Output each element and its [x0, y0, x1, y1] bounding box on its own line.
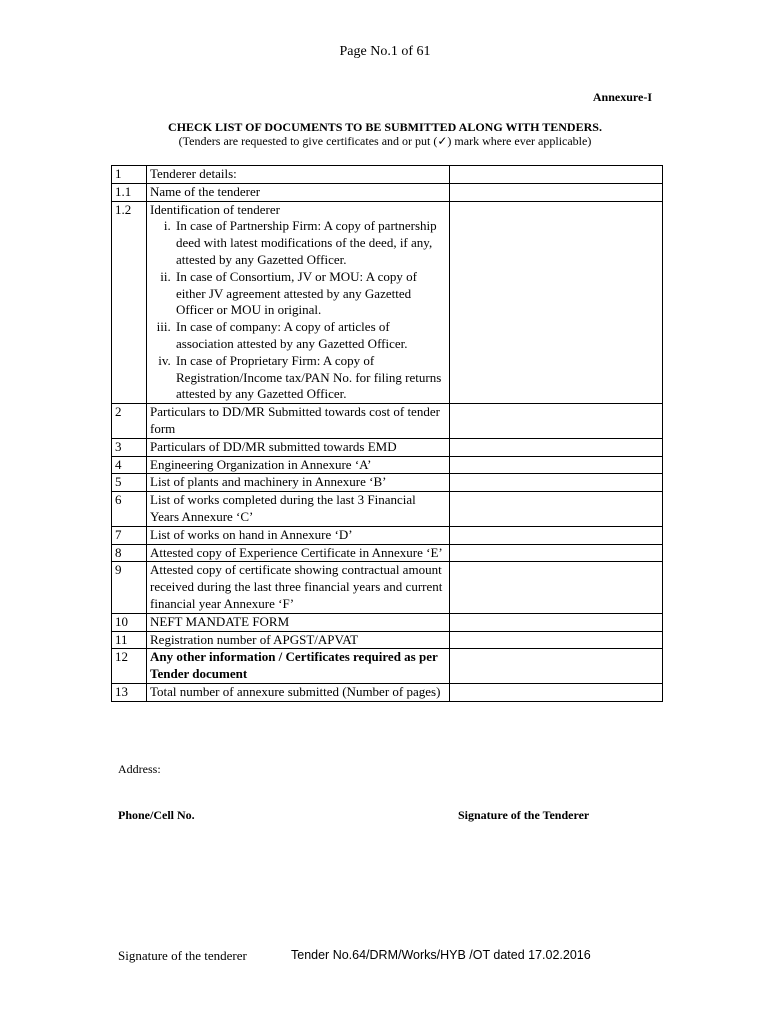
row-number: 13: [112, 683, 147, 701]
table-row: [112, 683, 663, 701]
sublist-item: iii. In case of company: A copy of articles of association attested by any Gazetted Officer.: [174, 319, 446, 353]
table-row: [112, 404, 663, 439]
row-description: List of works on hand in Annexure ‘D’: [147, 526, 450, 544]
address-label: Address:: [118, 762, 161, 776]
row-description: [147, 201, 450, 404]
row-description: List of works completed during the last 3 Financial Years Annexure ‘C’: [147, 492, 450, 527]
row-number: 6: [112, 492, 147, 527]
row-mark-cell[interactable]: [450, 183, 663, 201]
row-description: Total number of annexure submitted (Number of pages): [147, 683, 450, 701]
row-mark-cell[interactable]: [450, 474, 663, 492]
table-row: [112, 526, 663, 544]
table-row: [112, 492, 663, 527]
footer-signature: Signature of the tenderer: [118, 948, 247, 963]
row-description: List of plants and machinery in Annexure ‘B’: [147, 474, 450, 492]
row-number: 11: [112, 631, 147, 649]
row-mark-cell[interactable]: [450, 562, 663, 613]
row-mark-cell[interactable]: [450, 631, 663, 649]
row-description: Particulars to DD/MR Submitted towards cost of tender form: [147, 404, 450, 439]
row-mark-cell[interactable]: [450, 438, 663, 456]
row-number: 7: [112, 526, 147, 544]
table-row: [112, 631, 663, 649]
table-row: [112, 456, 663, 474]
row-number: 1.2: [112, 201, 147, 404]
row-description: Registration number of APGST/APVAT: [147, 631, 450, 649]
annexure-label: Annexure-I: [592, 90, 652, 104]
row-mark-cell[interactable]: [450, 649, 663, 684]
row-mark-cell[interactable]: [450, 544, 663, 562]
row-number: 3: [112, 438, 147, 456]
sublist-item: ii. In case of Consortium, JV or MOU: A copy of either JV agreement attested by any Gazetted Officer or MOU in original.: [174, 269, 446, 319]
row-description-text: Identification of tenderer: [150, 201, 280, 217]
row-mark-cell[interactable]: [450, 492, 663, 527]
row-description: Name of the tenderer: [147, 183, 450, 201]
table-row: [112, 474, 663, 492]
row-number: 12: [112, 649, 147, 684]
table-row: [112, 201, 663, 404]
table-row: [112, 166, 663, 184]
row-number: 5: [112, 474, 147, 492]
table-row: [112, 544, 663, 562]
identification-sublist: [150, 218, 446, 403]
row-description: NEFT MANDATE FORM: [147, 613, 450, 631]
sublist-item: iv. In case of Proprietary Firm: A copy of Registration/Income tax/PAN No. for filing returns attested by any Gazetted Officer.: [174, 353, 446, 403]
row-number: 4: [112, 456, 147, 474]
row-mark-cell[interactable]: [450, 456, 663, 474]
table-row: [112, 438, 663, 456]
row-description: Attested copy of Experience Certificate in Annexure ‘E’: [147, 544, 450, 562]
checklist-table: [111, 165, 663, 702]
row-mark-cell[interactable]: [450, 613, 663, 631]
table-row: [112, 613, 663, 631]
row-number: 1.1: [112, 183, 147, 201]
footer-tender-number: Tender No.64/DRM/Works/HYB /OT dated 17.02.2016: [291, 948, 591, 962]
row-description: Tenderer details:: [147, 166, 450, 184]
table-row: [112, 562, 663, 613]
row-mark-cell[interactable]: [450, 201, 663, 404]
row-description: Any other information / Certificates required as per Tender document: [147, 649, 450, 684]
row-number: 1: [112, 166, 147, 184]
page-number: Page No.1 of 61: [339, 44, 431, 59]
row-number: 8: [112, 544, 147, 562]
row-number: 9: [112, 562, 147, 613]
phone-label: Phone/Cell No.: [118, 808, 195, 822]
table-row: [112, 183, 663, 201]
row-number: 2: [112, 404, 147, 439]
row-mark-cell[interactable]: [450, 683, 663, 701]
document-title: CHECK LIST OF DOCUMENTS TO BE SUBMITTED ALONG WITH TENDERS.: [168, 120, 602, 134]
row-description: Attested copy of certificate showing contractual amount received during the last three financial years and current financial year Annexure ‘F’: [147, 562, 450, 613]
row-mark-cell[interactable]: [450, 166, 663, 184]
row-mark-cell[interactable]: [450, 526, 663, 544]
table-row: [112, 649, 663, 684]
row-description: Engineering Organization in Annexure ‘A’: [147, 456, 450, 474]
tenderer-signature-label: Signature of the Tenderer: [458, 808, 590, 822]
document-subtitle: (Tenders are requested to give certificates and or put (✓) mark where ever applicable): [178, 134, 592, 148]
sublist-item: i. In case of Partnership Firm: A copy of partnership deed with latest modifications of the deed, if any, attested by any Gazetted Officer.: [174, 218, 446, 268]
row-number: 10: [112, 613, 147, 631]
row-mark-cell[interactable]: [450, 404, 663, 439]
row-description: Particulars of DD/MR submitted towards EMD: [147, 438, 450, 456]
